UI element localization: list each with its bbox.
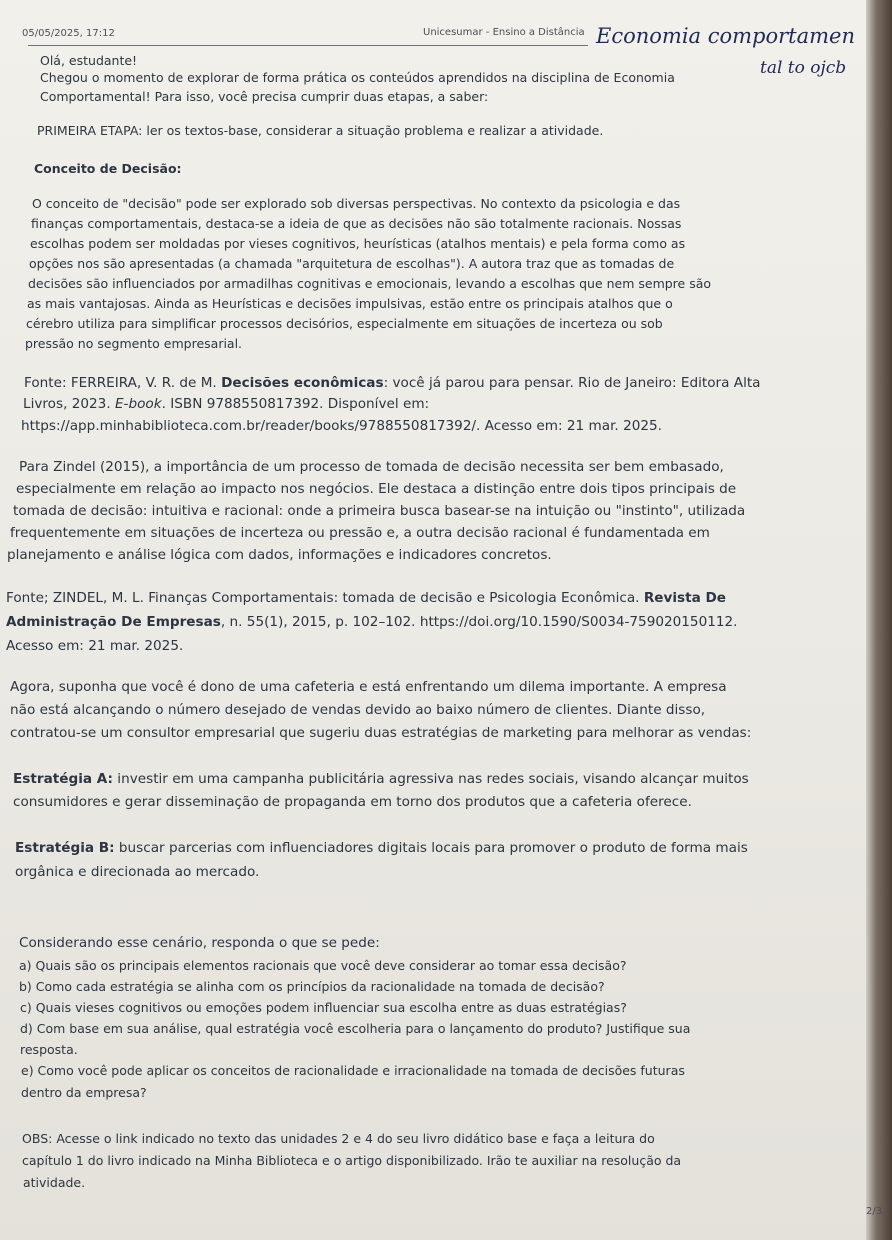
paragraph-line: não está alcançando o número desejado de vendas devido ao baixo número de clientes. Diante disso, <box>10 702 706 718</box>
strategy-b: Estratégia B: buscar parcerias com influenciadores digitais locais para promover o produto de forma mais <box>15 840 748 856</box>
intro-line: Comportamental! Para isso, você precisa cumprir duas etapas, a saber: <box>40 89 489 104</box>
intro-line: Chegou o momento de explorar de forma prática os conteúdos aprendidos na disciplina de Economia <box>40 70 675 85</box>
section-heading: Conceito de Decisão: <box>34 161 182 176</box>
question-c: c) Quais vieses cognitivos ou emoções podem influenciar sua escolha entre as duas estratégias? <box>20 1000 627 1015</box>
paragraph-line: especialmente em relação ao impacto nos negócios. Ele destaca a distinção entre dois tipos principais de <box>16 481 737 497</box>
paragraph-line: tomada de decisão: intuitiva e racional: onde a primeira busca basear-se na intuição ou "instinto", utilizada <box>13 503 746 519</box>
paragraph-line: Para Zindel (2015), a importância de um processo de tomada de decisão necessita ser bem embasado, <box>19 459 724 475</box>
question-e-cont: dentro da empresa? <box>21 1085 147 1100</box>
source-citation: Livros, 2023. E-book. ISBN 9788550817392. Disponível em: <box>23 396 430 412</box>
question-d: d) Com base em sua análise, qual estratégia você escolheria para o lançamento do produto? Justifique sua <box>20 1021 691 1036</box>
paragraph-line: finanças comportamentais, destaca-se a ideia de que as decisões não são totalmente racionais. Nossas <box>31 216 682 231</box>
question-d-cont: resposta. <box>20 1042 78 1057</box>
greeting: Olá, estudante! <box>40 53 138 68</box>
paragraph-line: pressão no segmento empresarial. <box>25 336 243 351</box>
paragraph-line: opções nos são apresentadas (a chamada "arquitetura de escolhas"). A autora traz que as tomadas de <box>29 256 675 271</box>
paragraph-line: escolhas podem ser moldadas por vieses cognitivos, heurísticas (atalhos mentais) e pela forma como as <box>30 236 686 251</box>
handwritten-title: Economia comportamen <box>596 24 855 48</box>
obs-line: atividade. <box>23 1175 86 1190</box>
print-date: 05/05/2025, 17:12 <box>22 28 115 39</box>
question-b: b) Como cada estratégia se alinha com os princípios da racionalidade na tomada de decisão? <box>19 979 605 994</box>
source-access: Acesso em: 21 mar. 2025. <box>6 638 184 654</box>
paragraph-line: Agora, suponha que você é dono de uma cafeteria e está enfrentando um dilema importante. A empresa <box>10 679 727 695</box>
source-citation: Fonte: FERREIRA, V. R. de M. Decisões econômicas: você já parou para pensar. Rio de Janeiro: Editora Alta <box>24 375 761 391</box>
first-stage: PRIMEIRA ETAPA: ler os textos-base, considerar a situação problema e realizar a atividade. <box>37 123 604 138</box>
strategy-a: Estratégia A: investir em uma campanha publicitária agressiva nas redes sociais, visando alcançar muitos <box>13 771 749 787</box>
paragraph-line: contratou-se um consultor empresarial que sugeriu duas estratégias de marketing para melhorar as vendas: <box>10 725 752 741</box>
paragraph-line: as mais vantajosas. Ainda as Heurísticas e decisões impulsivas, estão entre os principais atalhos que o <box>27 296 673 311</box>
question-e: e) Como você pode aplicar os conceitos de racionalidade e irracionalidade na tomada de decisões futuras <box>21 1063 685 1078</box>
paragraph-line: O conceito de "decisão" pode ser explorado sob diversas perspectivas. No contexto da psicologia e das <box>32 196 681 211</box>
source-citation: Administração De Empresas, n. 55(1), 2015, p. 102–102. https://doi.org/10.1590/S0034-759020150112. <box>6 614 738 630</box>
questions-intro: Considerando esse cenário, responda o que se pede: <box>19 935 380 951</box>
obs-line: capítulo 1 do livro indicado na Minha Biblioteca e o artigo disponibilizado. Irão te auxiliar na resolução da <box>22 1153 682 1168</box>
header-rule <box>28 45 588 46</box>
obs-line: OBS: Acesse o link indicado no texto das unidades 2 e 4 do seu livro didático base e faça a leitura do <box>22 1131 655 1146</box>
paragraph-line: frequentemente em situações de incerteza ou pressão e, a outra decisão racional é fundamentada em <box>10 525 710 541</box>
print-header-title: Unicesumar - Ensino a Distância <box>423 27 585 38</box>
handwritten-note: tal to ojcb <box>760 58 847 78</box>
strategy-a-cont: consumidores e gerar disseminação de propaganda em torno dos produtos que a cafeteria oferece. <box>13 794 692 810</box>
paragraph-line: decisões são influenciados por armadilhas cognitivas e emocionais, levando a escolhas que nem sempre são <box>28 276 712 291</box>
paragraph-line: cérebro utiliza para simplificar processos decisórios, especialmente em situações de incerteza ou sob <box>26 316 663 331</box>
strategy-b-cont: orgânica e direcionada ao mercado. <box>15 864 260 880</box>
question-a: a) Quais são os principais elementos racionais que você deve considerar ao tomar essa decisão? <box>19 958 627 973</box>
paragraph-line: planejamento e análise lógica com dados, informações e indicadores concretos. <box>7 547 552 563</box>
source-url: https://app.minhabiblioteca.com.br/reader/books/9788550817392/. Acesso em: 21 mar. 2025. <box>21 418 662 434</box>
background-edge <box>866 0 892 1240</box>
page-number: 2/3 <box>866 1206 883 1217</box>
source-citation: Fonte; ZINDEL, M. L. Finanças Comportamentais: tomada de decisão e Psicologia Econômica. Revista De <box>6 590 727 606</box>
